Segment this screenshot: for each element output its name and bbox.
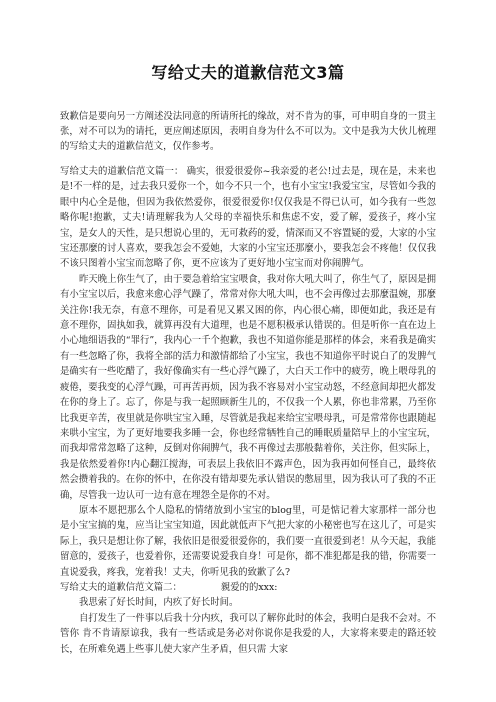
section-two-heading <box>60 580 436 595</box>
section-two-greeting: 親爱的的xxx: <box>220 581 278 593</box>
section-one-label: 写给丈夫的道歉信范文篇一： <box>60 166 184 177</box>
document-title: 写给丈夫的道歉信范文3篇 <box>151 63 345 82</box>
intro-paragraph: 致歉信是要向另一方阐述没法同意的所请所托的缘故，对不肯为的事，可申明自身的一贯主张，对不可以为的请托，更应阐述原因，表明自身为什么不可以为。文中是我为大伙儿梳理的写给丈夫的道歉信范文，仅作参考。 <box>60 111 436 152</box>
body-paragraph-2: 昨天晚上你生气了，由于要急着给宝宝喂食，我对你大吼大叫了，你生气了，原因是拥有小宝宝以后，我愈来愈心浮气躁了，常常对你大吼大叫，也不会再像过去那麼温婉，那麼关注你!我无奈，有意不理你，可是看见又累又困的你，内心很心痛，即便如此，我还是有意不理你，固执如我，就算再没有大道理，也是不愿积极承认错误的。但是听你一直在边上小心地细语我的“罪行”，我内心一千个抱歉，我也不知道你能是那样的体会，来看我是确实有一些忽略了你，我将全部的活力和激情都给了小宝宝，我也不知道你平时说白了的发脾气是确实有一些吃醋了，我好像确实有一些心浮气躁了，大白天工作中的疲劳，晚上喂母乳的疲倦，要我变的心浮气躁，可再苦再烦，因为我不容易对小宝宝动怒，不经意间却把火都发在你的身上了。忘了，你是与我一起照顾新生儿的，不仅我一个人累，你也非常累，乃至你比我更辛苦，夜里就是你哄宝宝入睡，尽管就是我起来给宝宝喂母乳，可是常常你也跟随起来哄小宝宝，为了更好地要我多睡一会，你也经常牺牲自己的睡眠质量陪早上的小宝宝玩，而我却常常忽略了这种，反倒对你闹脾气，我不再像过去那般黏着你，关注你，但实际上，我是依然爱着你!内心翻江搅海，可表层上我依旧不露声色，因为我再如何怪自己，最终依然会攒着我的。在你的怀中，在你没有错却要先承认错误的憋屈里，因为我认可了我的不正确，尽管我一边认可一边有意在埋怨全是你的不对。 <box>60 273 436 501</box>
section-one-paragraph <box>60 164 436 272</box>
section-one-body: 确实，很爱很爱你~我亲爱的老公!过去是，现在是，未来也是!不一样的是，过去我只爱你一个，如今不只一个，也有小宝宝!我爱宝宝，尽管如今我的眼中内心全是他，但因为我依然爱你，很爱很爱你!仅仅我是不得已认可，如今我有一些忽略你呢!抱歉，丈夫!请理解我为人父母的幸福快乐和焦虑不安，爱了解，爱孩子，疼小宝宝，是女人的天性，是只想说心里的，无可救药的爱，情深而又不容置疑的爱，大家的小宝宝还那麼的讨人喜欢，要我怎会不爱她，大家的小宝宝还那麼小，要我怎会不疼他！仅仅我不该只图着小宝宝而忽略了你，更不应该为了更好地小宝宝而对你闹脾气。 <box>60 166 436 270</box>
body-paragraph-3: 原本不愿把那么个人隐私的情绪放到小宝宝的blog里，可是惦记着大家那样一部分也是小宝宝搞的鬼，应当让宝宝知道，因此就低声下气把大家的小秘密也写在这儿了，可是实际上，我只是想让你了解，我依旧是很爱很爱你的，我们要一直很爱到老！从今天起，我能留意的，爱孩子，也爱着你，还需要说爱我自身！可是你，都不准犯都是我的错，你需要一直说爱我，疼我，宠着我！丈夫，你听见我的致歉了么? <box>60 504 436 578</box>
section-two-label: 写给丈夫的道歉信范文篇二： <box>60 581 182 593</box>
body-paragraph-4: 我思索了好长时间，内疚了好长时间。 <box>79 597 239 609</box>
body-paragraph-5: 自打发生了一件事以后我十分内疚，我可以了解你此时的体会，我明白是我不会对。不管你 肯不肯请原谅我，我有一些话或是务必对你说你是我爱的人，大家将来要走的路还较长，在所难免遇上些事儿使大家产生矛盾，但只需 大家 <box>60 612 436 655</box>
